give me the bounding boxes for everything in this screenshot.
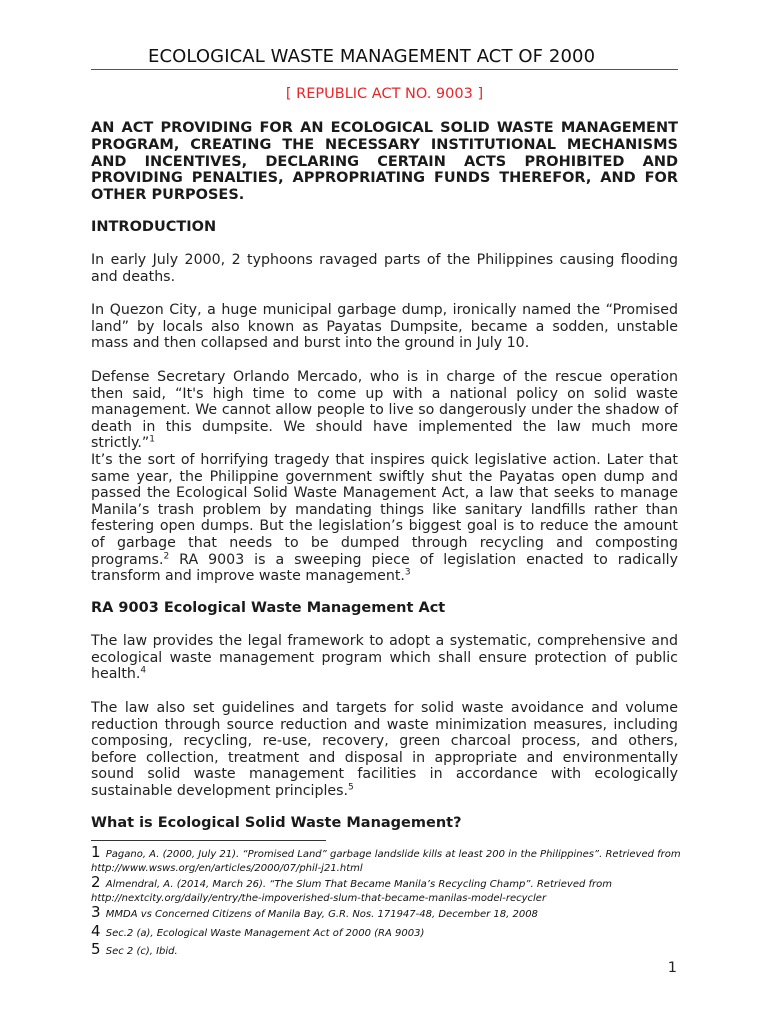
paragraph-mercado-quote <box>91 369 678 452</box>
ra9003-heading: RA 9003 Ecological Waste Management Act <box>91 600 446 616</box>
footnote-2-text: Almendral, A. (2014, March 26). “The Slum That Became Manila’s Recycling Champ”. Retrieved from http://nextcity.org/daily/entry/the-impoverished-slum-that-became-manilas-model-recycler <box>91 879 612 904</box>
ecological-swm-heading: What is Ecological Solid Waste Management? <box>91 815 462 831</box>
paragraph-legislative-text-b: RA 9003 is a sweeping piece of legislation enacted to radically transform and improve waste management. <box>91 551 678 585</box>
footnote-separator <box>91 840 326 841</box>
footnote-5-text: Sec 2 (c), Ibid. <box>105 946 178 957</box>
footnote-5-number: 5 <box>91 940 101 958</box>
paragraph-legislative-action <box>91 452 678 585</box>
paragraph-payatas: In Quezon City, a huge municipal garbage dump, ironically named the “Promised land” by locals also known as Payatas Dumpsite, became a sodden, unstable mass and then collapsed and burst into the ground in July 10. <box>91 302 678 352</box>
footnote-1 <box>91 845 681 876</box>
paragraph-guidelines <box>91 700 678 800</box>
footnote-4-number: 4 <box>91 922 101 940</box>
footnote-2-number: 2 <box>91 873 101 891</box>
paragraph-legislative-text-a: It’s the sort of horrifying tragedy that inspires quick legislative action. Later that same year, the Philippine government swiftly shut the Payatas open dump and passed the Ecological Solid Waste Management Act, a law that seeks to manage Manila’s trash problem by mandating things like sanitary landfills rather than festering open dumps. But the legislation’s biggest goal is to reduce the amount of garbage that needs to be dumped through recycling and composting programs. <box>91 452 678 568</box>
introduction-heading: INTRODUCTION <box>91 219 217 235</box>
paragraph-typhoons: In early July 2000, 2 typhoons ravaged parts of the Philippines causing flooding and deaths. <box>91 252 678 285</box>
footnote-ref-4: 4 <box>140 665 147 676</box>
footnote-ref-2: 2 <box>163 550 170 561</box>
footnote-1-text: Pagano, A. (2000, July 21). “Promised Land” garbage landslide kills at least 200 in the Philippines”. Retrieved from http://www.wsws.org/en/articles/2000/07/phil-j21.html <box>91 849 681 874</box>
document-title: ECOLOGICAL WASTE MANAGEMENT ACT OF 2000 <box>148 46 596 67</box>
footnote-ref-1: 1 <box>149 434 155 445</box>
footnote-2 <box>91 875 681 906</box>
footnote-4 <box>91 924 681 941</box>
paragraph-guidelines-text: The law also set guidelines and targets for solid waste avoidance and volume reduction through source reduction and waste minimization measures, including composing, recycling, re-use, recovery, green charcoal process, and others, before collection, treatment and disposal in appropriate and environmentally sound solid waste management facilities in accordance with ecologically sustainable development principles. <box>91 700 678 799</box>
footnote-ref-3: 3 <box>404 567 411 578</box>
paragraph-mercado-text: Defense Secretary Orlando Mercado, who is in charge of the rescue operation then said, “It's high time to come up with a national policy on solid waste management. We cannot allow people to live so dangerously under the shadow of death in this dumpsite. We should have implemented the law much more strictly.” <box>91 369 678 452</box>
footnote-ref-5: 5 <box>348 782 354 793</box>
paragraph-legal-framework <box>91 633 678 683</box>
footnote-4-text: Sec.2 (a), Ecological Waste Management Act of 2000 (RA 9003) <box>105 928 425 939</box>
act-long-title: AN ACT PROVIDING FOR AN ECOLOGICAL SOLID WASTE MANAGEMENT PROGRAM, CREATING THE NECESSARY INSTITUTIONAL MECHANISMS AND INCENTIVES, DECLARING CERTAIN ACTS PROHIBITED AND PROVIDING PENALTIES, APPROPRIATING FUNDS THEREFOR, AND FOR OTHER PURPOSES. <box>91 120 678 204</box>
page-number: 1 <box>667 960 677 976</box>
paragraph-legal-framework-text: The law provides the legal framework to adopt a systematic, comprehensive and ecological waste management program which shall ensure protection of public health. <box>91 633 678 683</box>
footnote-3 <box>91 905 681 922</box>
footnote-3-text: MMDA vs Concerned Citizens of Manila Bay, G.R. Nos. 171947-48, December 18, 2008 <box>105 909 538 920</box>
republic-act-number: [ REPUBLIC ACT NO. 9003 ] <box>285 86 484 102</box>
footnote-5 <box>91 942 681 959</box>
footnote-3-number: 3 <box>91 903 101 921</box>
footnote-1-number: 1 <box>91 843 101 861</box>
title-underline <box>91 69 678 70</box>
